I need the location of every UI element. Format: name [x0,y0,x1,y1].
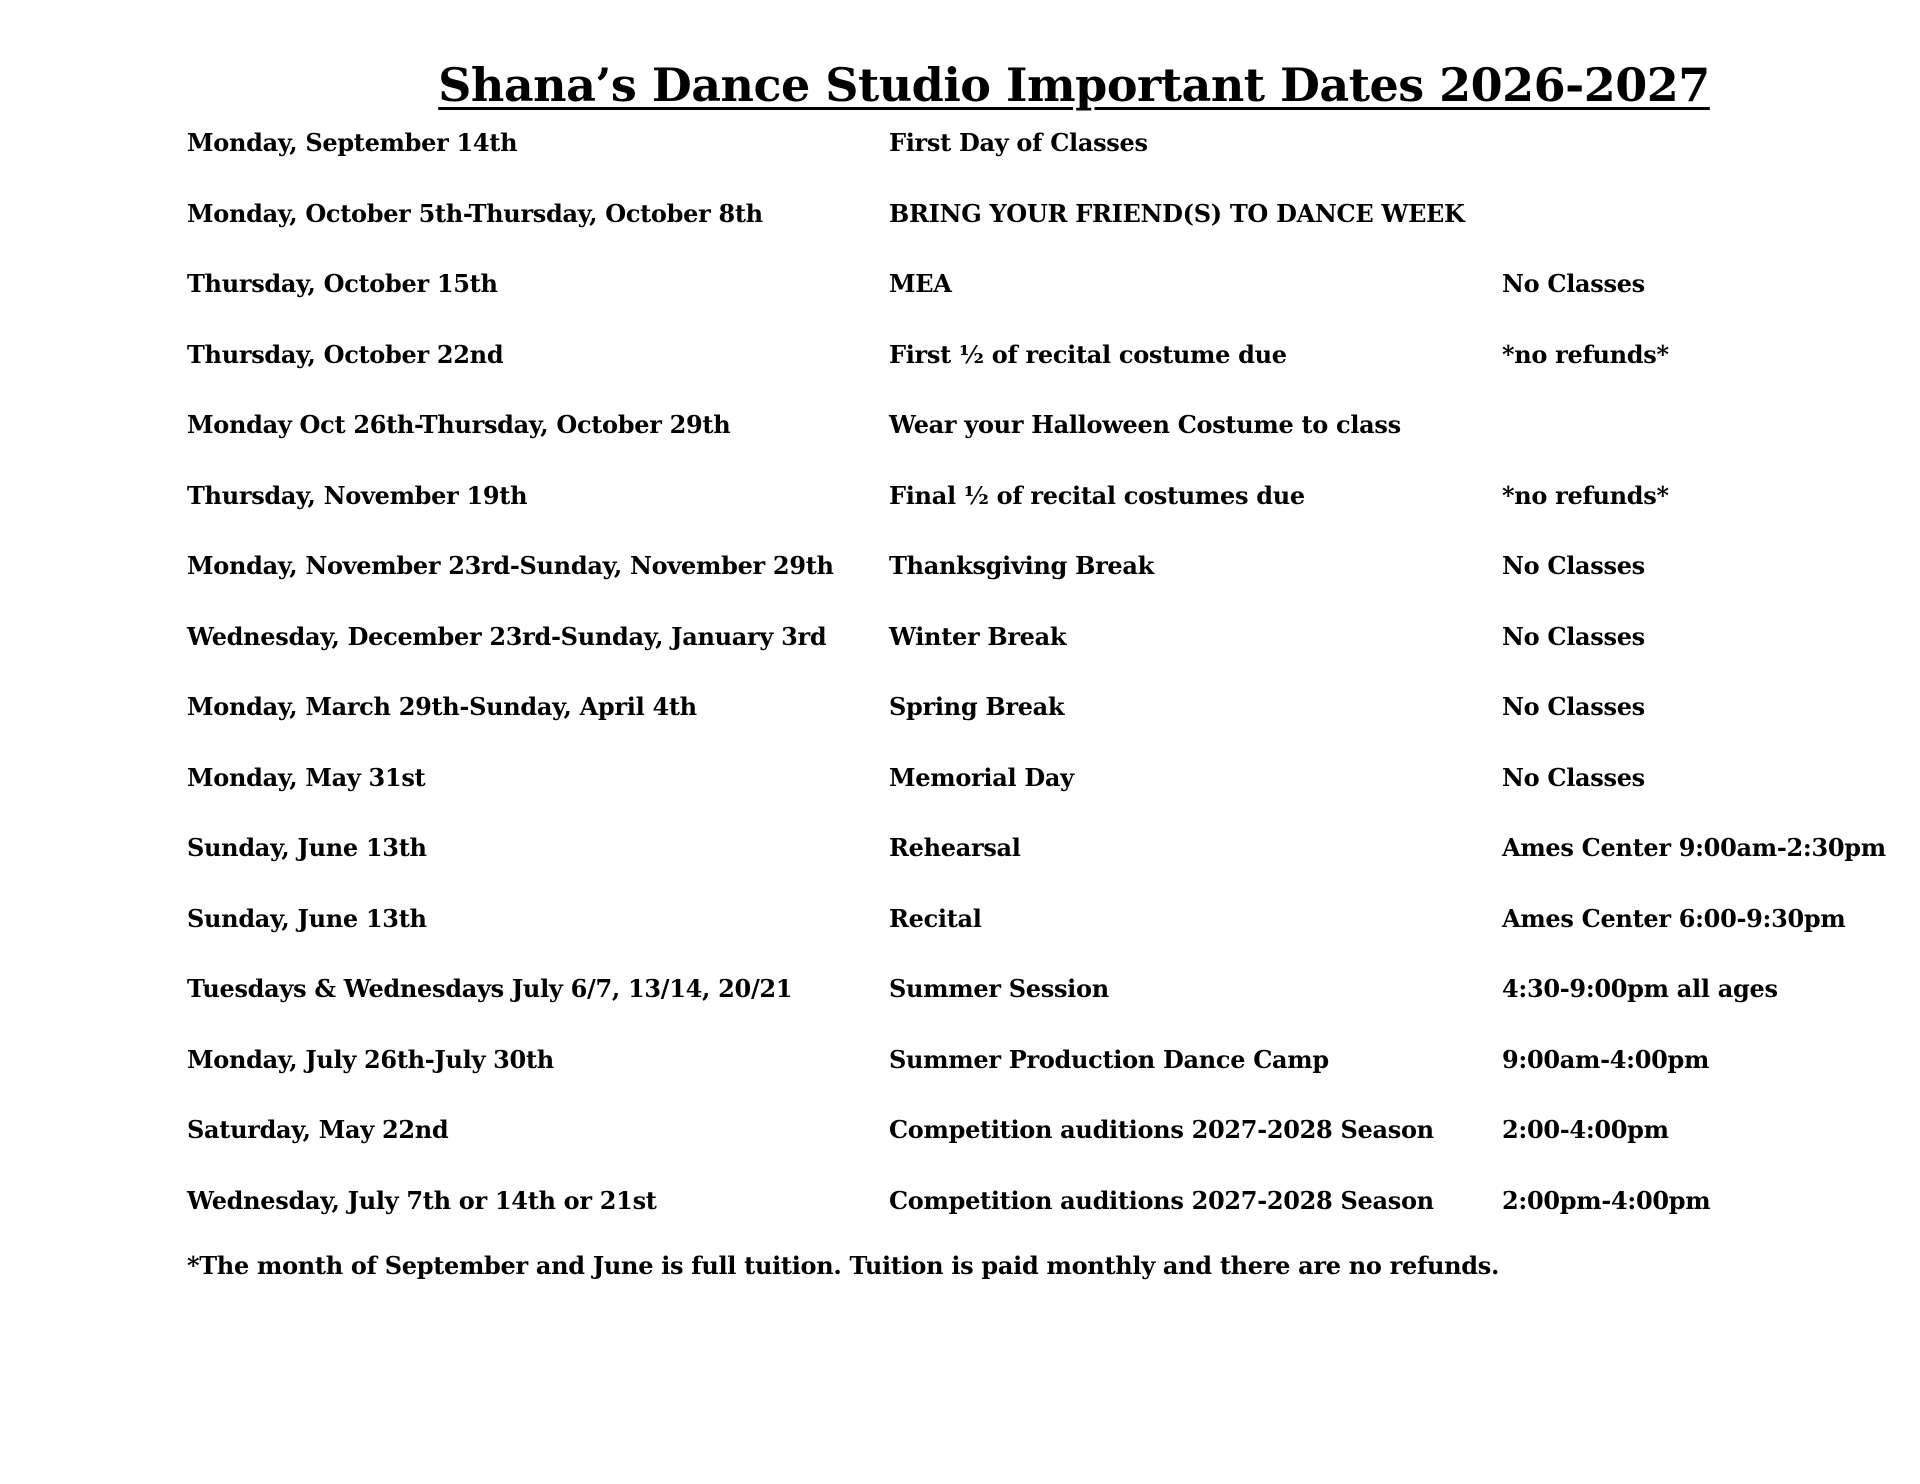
list-item [187,265,1897,336]
event-cell: First ½ of recital costume due [889,339,1287,369]
event-cell: MEA [889,269,952,298]
event-cell: Summer Session [889,974,1109,1003]
note-cell: No Classes [1502,621,1645,651]
date-cell: Monday Oct 26th-Thursday, October 29th [187,410,731,439]
list-item [187,547,1897,618]
date-cell: Monday, July 26th-July 30th [187,1044,554,1074]
list-item [187,477,1897,548]
date-cell: Saturday, May 22nd [187,1115,449,1144]
event-cell: Spring Break [889,692,1065,721]
event-cell: First Day of Classes [889,128,1148,157]
date-cell: Thursday, October 15th [187,269,498,298]
list-item [187,1041,1897,1112]
note-cell: No Classes [1502,692,1645,721]
event-cell: Summer Production Dance Camp [889,1044,1329,1074]
date-cell: Monday, October 5th-Thursday, October 8th [187,198,763,228]
date-cell: Thursday, October 22nd [187,339,504,369]
note-cell: Ames Center 6:00-9:30pm [1502,903,1846,933]
event-cell: BRING YOUR FRIEND(S) TO DANCE WEEK [889,198,1465,228]
note-cell: 2:00-4:00pm [1502,1115,1669,1144]
note-cell: No Classes [1502,269,1645,298]
event-cell: Competition auditions 2027-2028 Season [889,1185,1434,1215]
list-item [187,900,1897,971]
date-cell: Monday, September 14th [187,128,518,157]
event-cell: Rehearsal [889,833,1021,862]
list-item [187,336,1897,407]
event-cell: Final ½ of recital costumes due [889,480,1305,510]
list-item [187,759,1897,830]
date-cell: Wednesday, December 23rd-Sunday, January 3rd [187,621,827,651]
note-cell: 2:00pm-4:00pm [1502,1185,1711,1215]
date-cell: Wednesday, July 7th or 14th or 21st [187,1185,657,1215]
event-cell: Winter Break [889,621,1067,651]
list-item [187,618,1897,689]
page-title: Shana’s Dance Studio Important Dates 2026-2027 [438,58,1710,112]
note-cell: 9:00am-4:00pm [1502,1044,1710,1074]
event-cell: Thanksgiving Break [889,551,1154,580]
note-cell: No Classes [1502,551,1645,580]
footnote: *The month of September and June is full tuition. Tuition is paid monthly and there are no refunds. [187,1251,1500,1280]
date-cell: Monday, March 29th-Sunday, April 4th [187,692,697,721]
date-cell: Tuesdays & Wednesdays July 6/7, 13/14, 20/21 [187,974,793,1003]
list-item [187,970,1897,1041]
event-cell: Competition auditions 2027-2028 Season [889,1115,1434,1144]
note-cell: No Classes [1502,762,1645,792]
date-cell: Sunday, June 13th [187,833,427,862]
list-item [187,1182,1897,1253]
list-item [187,406,1897,477]
event-cell: Wear your Halloween Costume to class [889,410,1401,439]
list-item [187,124,1897,195]
note-cell: *no refunds* [1502,339,1669,369]
note-cell: 4:30-9:00pm all ages [1502,974,1778,1003]
list-item [187,829,1897,900]
note-cell: *no refunds* [1502,480,1669,510]
list-item [187,688,1897,759]
date-cell: Monday, November 23rd-Sunday, November 29th [187,551,834,580]
date-cell: Sunday, June 13th [187,903,427,933]
list-item [187,1111,1897,1182]
event-cell: Memorial Day [889,762,1074,792]
date-cell: Thursday, November 19th [187,480,528,510]
event-cell: Recital [889,903,982,933]
date-cell: Monday, May 31st [187,762,426,792]
dates-list [187,124,1897,1252]
list-item [187,195,1897,266]
note-cell: Ames Center 9:00am-2:30pm [1502,833,1886,862]
